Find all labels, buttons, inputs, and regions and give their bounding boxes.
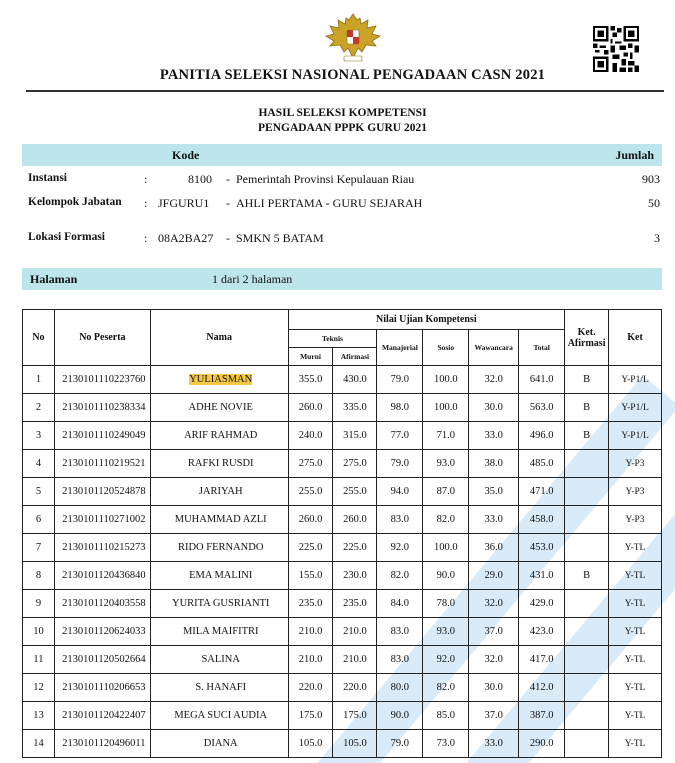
participant-number: 2130101110271002 [54,506,150,534]
table-row [23,562,662,590]
score-manajerial: 79.0 [377,450,423,478]
col-header-murni: Murni [288,348,333,366]
col-header-ket-afirmasi: Ket. Afirmasi [565,310,609,366]
score-total: 453.0 [519,534,565,562]
table-row [23,534,662,562]
ket: Y-P3 [609,506,662,534]
info-colon: : [144,172,148,186]
row-number: 1 [23,366,55,394]
row-number: 6 [23,506,55,534]
table-row [23,394,662,422]
score-wawancara: 35.0 [469,478,519,506]
participant-number: 2130101110238334 [54,394,150,422]
score-murni: 235.0 [288,590,333,618]
header-divider [26,90,664,92]
participant-number: 2130101110249049 [54,422,150,450]
info-dash: - [226,196,230,210]
pagination-label: Halaman [30,272,78,286]
score-manajerial: 79.0 [377,366,423,394]
participant-name: DIANA [150,730,288,758]
col-header-no: No [23,310,55,366]
row-number: 7 [23,534,55,562]
info-code: JFGURU1 [158,196,210,210]
score-murni: 175.0 [288,702,333,730]
score-manajerial: 90.0 [377,702,423,730]
table-row [23,450,662,478]
score-total: 431.0 [519,562,565,590]
info-dash: - [226,172,230,186]
row-number: 8 [23,562,55,590]
score-total: 563.0 [519,394,565,422]
participant-name: YURITA GUSRIANTI [150,590,288,618]
ket-afirmasi: B [565,562,609,590]
table-row [23,618,662,646]
score-total: 641.0 [519,366,565,394]
score-sosio: 73.0 [423,730,469,758]
participant-name: SALINA [150,646,288,674]
participant-name [150,366,288,394]
ket-afirmasi [565,590,609,618]
participant-name: ADHE NOVIE [150,394,288,422]
table-row [23,702,662,730]
score-wawancara: 33.0 [469,506,519,534]
highlighted-name: YULIASMAN [189,374,253,385]
score-murni: 260.0 [288,394,333,422]
score-sosio: 87.0 [423,478,469,506]
score-total: 485.0 [519,450,565,478]
ket: Y-P1/L [609,422,662,450]
score-total: 387.0 [519,702,565,730]
score-sosio: 100.0 [423,394,469,422]
col-header-sosio: Sosio [423,330,469,366]
info-label: Lokasi Formasi [28,231,105,243]
participant-number: 2130101120403558 [54,590,150,618]
score-murni: 255.0 [288,478,333,506]
info-row-lokasi-formasi [28,231,660,247]
ket-afirmasi [565,450,609,478]
pagination-text: 1 dari 2 halaman [212,272,293,286]
score-wawancara: 33.0 [469,730,519,758]
committee-title: PANITIA SELEKSI NASIONAL PENGADAAN CASN 2021 [159,67,546,83]
participant-name: RIDO FERNANDO [150,534,288,562]
score-afirmasi: 225.0 [333,534,377,562]
ket-afirmasi [565,730,609,758]
table-row [23,506,662,534]
garuda-emblem-icon [322,10,384,64]
participant-name: MILA MAIFITRI [150,618,288,646]
ket: Y-P3 [609,450,662,478]
ket: Y-TL [609,646,662,674]
ket-afirmasi [565,478,609,506]
participant-number: 2130101110223760 [54,366,150,394]
col-header-nama: Nama [150,310,288,366]
score-sosio: 82.0 [423,674,469,702]
score-wawancara: 30.0 [469,674,519,702]
score-afirmasi: 105.0 [333,730,377,758]
table-row [23,590,662,618]
row-number: 9 [23,590,55,618]
kode-header-bar [22,144,662,166]
ket-afirmasi: B [565,366,609,394]
score-murni: 220.0 [288,674,333,702]
score-total: 412.0 [519,674,565,702]
participant-number: 2130101110219521 [54,450,150,478]
score-murni: 210.0 [288,646,333,674]
info-dash: - [226,231,230,245]
score-wawancara: 37.0 [469,702,519,730]
ket: Y-TL [609,674,662,702]
ket: Y-P3 [609,478,662,506]
score-afirmasi: 335.0 [333,394,377,422]
participant-name: MEGA SUCI AUDIA [150,702,288,730]
score-total: 417.0 [519,646,565,674]
score-sosio: 85.0 [423,702,469,730]
participant-name: ARIF RAHMAD [150,422,288,450]
score-sosio: 71.0 [423,422,469,450]
row-number: 5 [23,478,55,506]
info-label: Kelompok Jabatan [28,196,122,208]
info-row-kelompok-jabatan [28,196,660,212]
participant-name: S. HANAFI [150,674,288,702]
info-count: 3 [654,231,660,245]
score-manajerial: 82.0 [377,562,423,590]
participant-number: 2130101120496011 [54,730,150,758]
ket: Y-TL [609,702,662,730]
jumlah-label: Jumlah [615,148,654,162]
score-wawancara: 33.0 [469,422,519,450]
col-header-wawancara: Wawancara [469,330,519,366]
participant-number: 2130101120624033 [54,618,150,646]
score-murni: 210.0 [288,618,333,646]
document-title: HASIL SELEKSI KOMPETENSI [258,107,427,119]
info-name: SMKN 5 BATAM [236,231,324,245]
participant-name: JARIYAH [150,478,288,506]
ket: Y-TL [609,730,662,758]
col-header-nilai: Nilai Ujian Kompetensi [288,310,565,330]
score-manajerial: 83.0 [377,506,423,534]
score-sosio: 78.0 [423,590,469,618]
row-number: 3 [23,422,55,450]
score-wawancara: 32.0 [469,646,519,674]
participant-number: 2130101120422407 [54,702,150,730]
info-colon: : [144,196,148,210]
col-header-no-peserta: No Peserta [54,310,150,366]
kode-label: Kode [172,148,200,162]
document-subtitle: PENGADAAN PPPK GURU 2021 [258,122,427,134]
participant-number: 2130101110215273 [54,534,150,562]
ket: Y-TL [609,534,662,562]
ket-afirmasi [565,534,609,562]
score-total: 458.0 [519,506,565,534]
participant-name: EMA MALINI [150,562,288,590]
score-sosio: 82.0 [423,506,469,534]
info-label: Instansi [28,172,67,184]
info-name: Pemerintah Provinsi Kepulauan Riau [236,172,415,186]
score-wawancara: 37.0 [469,618,519,646]
col-header-total: Total [519,330,565,366]
ket-afirmasi [565,618,609,646]
ket: Y-P1/L [609,394,662,422]
table-row [23,366,662,394]
score-manajerial: 80.0 [377,674,423,702]
ket: Y-TL [609,590,662,618]
table-row [23,674,662,702]
score-sosio: 93.0 [423,618,469,646]
score-afirmasi: 430.0 [333,366,377,394]
score-afirmasi: 255.0 [333,478,377,506]
score-afirmasi: 175.0 [333,702,377,730]
col-header-teknis: Teknis [288,330,377,348]
table-row [23,730,662,758]
score-murni: 275.0 [288,450,333,478]
info-code: 8100 [188,172,212,186]
ket-afirmasi [565,646,609,674]
score-afirmasi: 230.0 [333,562,377,590]
score-afirmasi: 210.0 [333,646,377,674]
score-total: 471.0 [519,478,565,506]
ket: Y-P1/L [609,366,662,394]
score-wawancara: 29.0 [469,562,519,590]
info-count: 50 [648,196,660,210]
score-murni: 155.0 [288,562,333,590]
row-number: 11 [23,646,55,674]
score-afirmasi: 315.0 [333,422,377,450]
ket: Y-TL [609,618,662,646]
participant-number: 2130101120436840 [54,562,150,590]
score-murni: 225.0 [288,534,333,562]
score-manajerial: 98.0 [377,394,423,422]
row-number: 14 [23,730,55,758]
info-name: AHLI PERTAMA - GURU SEJARAH [236,196,423,210]
row-number: 13 [23,702,55,730]
score-manajerial: 84.0 [377,590,423,618]
score-afirmasi: 275.0 [333,450,377,478]
info-count: 903 [642,172,660,186]
score-sosio: 93.0 [423,450,469,478]
col-header-ket: Ket [609,310,662,366]
ket-afirmasi: B [565,422,609,450]
info-row-instansi [28,172,660,188]
score-wawancara: 30.0 [469,394,519,422]
score-afirmasi: 235.0 [333,590,377,618]
score-manajerial: 92.0 [377,534,423,562]
score-wawancara: 38.0 [469,450,519,478]
score-sosio: 90.0 [423,562,469,590]
results-table [22,309,662,758]
participant-number: 2130101120502664 [54,646,150,674]
score-sosio: 100.0 [423,534,469,562]
score-manajerial: 83.0 [377,618,423,646]
score-total: 290.0 [519,730,565,758]
row-number: 10 [23,618,55,646]
participant-name: MUHAMMAD AZLI [150,506,288,534]
score-total: 423.0 [519,618,565,646]
participant-number: 2130101110206653 [54,674,150,702]
score-afirmasi: 220.0 [333,674,377,702]
score-murni: 355.0 [288,366,333,394]
score-murni: 260.0 [288,506,333,534]
score-murni: 105.0 [288,730,333,758]
table-row [23,478,662,506]
row-number: 2 [23,394,55,422]
score-afirmasi: 260.0 [333,506,377,534]
ket-afirmasi [565,506,609,534]
score-manajerial: 94.0 [377,478,423,506]
ket: Y-TL [609,562,662,590]
ket-afirmasi [565,702,609,730]
participant-number: 2130101120524878 [54,478,150,506]
row-number: 12 [23,674,55,702]
participant-name: RAFKI RUSDI [150,450,288,478]
col-header-afirmasi: Afirmasi [333,348,377,366]
table-row [23,422,662,450]
row-number: 4 [23,450,55,478]
score-wawancara: 32.0 [469,590,519,618]
pagination-bar [22,268,662,290]
score-sosio: 92.0 [423,646,469,674]
info-code: 08A2BA27 [158,231,214,245]
score-manajerial: 77.0 [377,422,423,450]
score-total: 429.0 [519,590,565,618]
score-manajerial: 83.0 [377,646,423,674]
qr-code-icon [593,26,639,72]
score-wawancara: 36.0 [469,534,519,562]
score-total: 496.0 [519,422,565,450]
ket-afirmasi: B [565,394,609,422]
score-afirmasi: 210.0 [333,618,377,646]
score-murni: 240.0 [288,422,333,450]
info-colon: : [144,231,148,245]
col-header-manajerial: Manajerial [377,330,423,366]
score-wawancara: 32.0 [469,366,519,394]
score-manajerial: 79.0 [377,730,423,758]
score-sosio: 100.0 [423,366,469,394]
table-row [23,646,662,674]
ket-afirmasi [565,674,609,702]
